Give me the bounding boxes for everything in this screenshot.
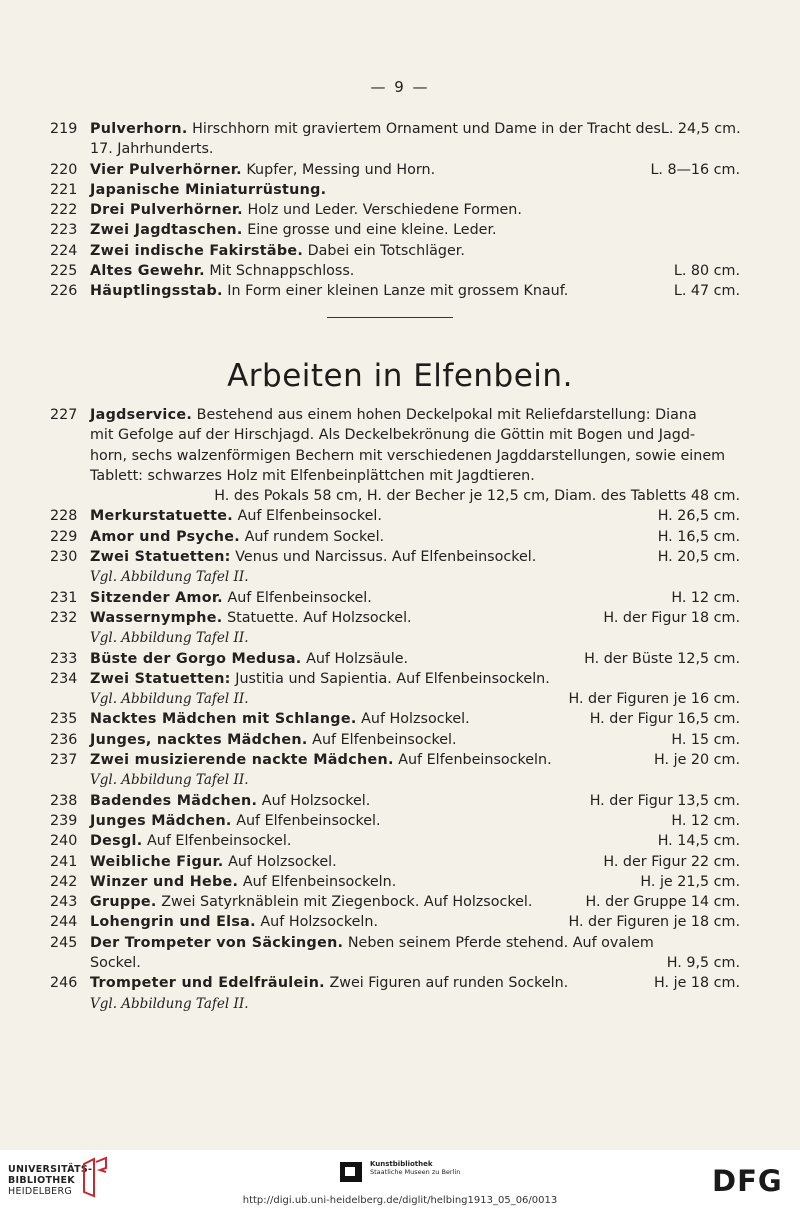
entry-heading xyxy=(90,241,465,261)
entry-heading xyxy=(90,669,550,689)
entry-title: Altes Gewehr. xyxy=(90,263,205,280)
entry-description: Auf Elfenbeinsockeln. xyxy=(242,873,397,890)
entry-line xyxy=(90,119,741,139)
entry-number: 219 xyxy=(50,121,78,137)
logo-text: HEIDELBERG xyxy=(8,1186,73,1197)
entry-title: Sitzender Amor. xyxy=(90,589,223,606)
catalog-entry xyxy=(50,200,740,220)
entry-number: 238 xyxy=(50,792,78,809)
dfg-logo[interactable]: DFG xyxy=(712,1164,783,1198)
entry-text xyxy=(90,892,740,912)
entry-line xyxy=(90,892,740,912)
plate-reference: Vgl. Abbildung Tafel II. xyxy=(90,772,249,789)
entry-line xyxy=(90,261,740,281)
catalog-entry xyxy=(50,750,740,791)
catalog-entry xyxy=(50,730,740,750)
entry-number: 231 xyxy=(50,589,78,606)
entry-measurement: H. der Figur 22 cm. xyxy=(603,853,740,870)
entry-title: Pulverhorn. xyxy=(90,121,188,137)
entry-description: Statuette. Auf Holzsockel. xyxy=(227,609,412,626)
entry-line xyxy=(90,872,740,892)
entry-title: Nacktes Mädchen mit Schlange. xyxy=(90,711,357,728)
entry-description: Bestehend aus einem hohen Deckelpokal mit Reliefdarstellung: Diana xyxy=(196,407,697,423)
entry-description: Zwei Satyrknäblein mit Ziegenbock. Auf Holzsockel. xyxy=(161,894,533,911)
entry-line xyxy=(90,831,740,851)
entry-line xyxy=(90,139,741,159)
entry-measurement: H. der Figuren je 18 cm. xyxy=(568,914,740,931)
entry-text xyxy=(90,506,740,526)
entry-line xyxy=(90,588,740,608)
entry-description: Auf Elfenbeinsockel. xyxy=(236,812,381,829)
catalog-entry xyxy=(50,281,740,301)
entry-list-arms xyxy=(50,119,740,302)
entry-description: Auf Elfenbeinsockel. xyxy=(227,589,372,606)
entry-text xyxy=(90,791,740,811)
entry-line xyxy=(90,649,740,669)
entry-description: Hirschhorn mit graviertem Ornament und Dame in der Tracht des xyxy=(192,121,661,137)
entry-text xyxy=(90,608,740,649)
entry-title: Junges, nacktes Mädchen. xyxy=(90,731,308,748)
entry-heading xyxy=(90,119,661,139)
entry-measurement: H. 20,5 cm. xyxy=(657,549,740,566)
entry-description: Auf Holzsockeln. xyxy=(260,914,378,931)
entry-line xyxy=(90,730,740,750)
logo-text: UNIVERSITÄTS- xyxy=(8,1164,93,1175)
entry-heading xyxy=(90,261,354,281)
catalog-entry xyxy=(50,649,740,669)
entry-line xyxy=(90,547,740,567)
entry-heading xyxy=(90,831,291,851)
entry-list-ivory xyxy=(50,405,740,1014)
entry-measurement: H. der Büste 12,5 cm. xyxy=(584,650,740,667)
entry-heading xyxy=(90,527,384,547)
entry-line xyxy=(90,689,740,709)
entry-number: 226 xyxy=(50,283,78,300)
entry-title: Wassernymphe. xyxy=(90,609,223,626)
entry-line xyxy=(90,933,740,953)
entry-title: Zwei Jagdtaschen. xyxy=(90,222,243,239)
entry-number: 232 xyxy=(50,609,78,626)
entry-line xyxy=(90,628,740,648)
entry-description-line: horn, sechs walzenförmigen Bechern mit verschiedenen Jagddarstellungen, sowie einem xyxy=(90,447,726,464)
entry-description: Kupfer, Messing und Horn. xyxy=(246,161,436,178)
plate-reference: Vgl. Abbildung Tafel II. xyxy=(90,691,249,708)
entry-number: 239 xyxy=(50,812,78,829)
entry-line xyxy=(90,241,740,261)
entry-text xyxy=(90,750,740,791)
entry-measurement: H. 9,5 cm. xyxy=(666,955,740,972)
entry-number: 240 xyxy=(50,833,78,850)
entry-title: Amor und Psyche. xyxy=(90,528,241,545)
entry-heading xyxy=(90,709,470,729)
entry-line xyxy=(90,160,740,180)
entry-text xyxy=(90,933,740,974)
entry-title: Gruppe. xyxy=(90,894,157,911)
entry-description: Auf Holzsockel. xyxy=(228,853,337,870)
entry-heading xyxy=(90,220,497,240)
entry-heading xyxy=(90,791,370,811)
entry-description: Neben seinem Pferde stehend. Auf ovalem xyxy=(347,934,654,951)
entry-heading xyxy=(90,892,532,912)
entry-title: Japanische Miniaturrüstung. xyxy=(90,181,327,198)
entry-description: Eine grosse und eine kleine. Leder. xyxy=(247,222,497,239)
entry-text xyxy=(90,547,740,588)
entry-title: Vier Pulverhörner. xyxy=(90,161,242,178)
entry-number: 222 xyxy=(50,202,78,219)
catalog-entry xyxy=(50,588,740,608)
entry-text xyxy=(90,973,740,1014)
entry-line xyxy=(90,912,740,932)
entry-text xyxy=(90,669,740,710)
entry-text xyxy=(90,180,740,200)
entry-title: Drei Pulverhörner. xyxy=(90,202,243,219)
entry-title: Merkurstatuette. xyxy=(90,508,234,525)
plate-reference: Vgl. Abbildung Tafel II. xyxy=(90,995,249,1012)
entry-description: Auf Holzsockel. xyxy=(361,711,470,728)
entry-line xyxy=(90,527,740,547)
entry-line xyxy=(90,791,740,811)
entry-line xyxy=(90,709,740,729)
entry-description: Auf Elfenbeinsockel. xyxy=(147,833,292,850)
entry-title: Junges Mädchen. xyxy=(90,812,232,829)
entry-measurement: H. der Figur 13,5 cm. xyxy=(589,792,740,809)
entry-title: Büste der Gorgo Medusa. xyxy=(90,650,302,667)
entry-number: 237 xyxy=(50,752,78,769)
entry-title: Zwei Statuetten: xyxy=(90,549,231,566)
entry-number: 225 xyxy=(50,263,78,280)
entry-text xyxy=(90,811,740,831)
entry-line xyxy=(90,750,740,770)
catalog-entry xyxy=(50,669,740,710)
entry-line xyxy=(90,770,740,790)
plate-reference: Vgl. Abbildung Tafel II. xyxy=(90,630,249,647)
catalog-entry xyxy=(50,933,740,974)
catalog-entry xyxy=(50,547,740,588)
entry-heading xyxy=(90,973,568,993)
catalog-entry xyxy=(50,872,740,892)
entry-measurement: H. je 20 cm. xyxy=(654,752,740,769)
entry-title: Der Trompeter von Säckingen. xyxy=(90,934,344,951)
entry-title: Winzer und Hebe. xyxy=(90,873,239,890)
catalog-entry xyxy=(50,892,740,912)
entry-measurement: H. der Figur 18 cm. xyxy=(603,609,740,626)
entry-line xyxy=(90,669,740,689)
catalog-entry xyxy=(50,180,740,200)
logo-text: Kunstbibliothek xyxy=(370,1160,433,1168)
entry-heading xyxy=(90,912,378,932)
entry-text xyxy=(90,281,740,301)
entry-description: Auf Holzsockel. xyxy=(261,792,371,809)
entry-description: Dabei ein Totschläger. xyxy=(307,242,465,259)
entry-line xyxy=(90,852,740,872)
entry-number: 221 xyxy=(50,181,78,198)
page-number: — 9 — xyxy=(370,78,430,96)
catalog-entry xyxy=(50,973,740,1014)
entry-line xyxy=(90,200,740,220)
entry-line xyxy=(90,220,740,240)
entry-description-line: Sockel. xyxy=(90,955,141,972)
permalink-url[interactable]: http://digi.ub.uni-heidelberg.de/diglit/helbing1913_05_06/0013 xyxy=(242,1195,558,1206)
entry-measurement: H. je 18 cm. xyxy=(654,975,740,992)
entry-number: 245 xyxy=(50,934,78,951)
kunstbibliothek-logo-icon xyxy=(340,1162,362,1182)
university-emblem-icon xyxy=(80,1156,110,1200)
catalog-entry xyxy=(50,831,740,851)
entry-title: Weibliche Figur. xyxy=(90,853,224,870)
entry-description: Zwei Figuren auf runden Sockeln. xyxy=(329,975,569,992)
entry-text xyxy=(90,872,740,892)
entry-measurement: H. 16,5 cm. xyxy=(657,528,740,545)
entry-line xyxy=(90,994,740,1014)
entry-number: 228 xyxy=(50,508,78,525)
entry-number: 224 xyxy=(50,242,78,259)
entry-description-line: mit Gefolge auf der Hirschjagd. Als Deckelbekrönung die Göttin mit Bogen und Jagd- xyxy=(90,427,696,444)
entry-description: Auf Elfenbeinsockel. xyxy=(312,731,457,748)
entry-measurement: H. 12 cm. xyxy=(671,589,740,606)
entry-text xyxy=(90,730,740,750)
catalog-entry xyxy=(50,220,740,240)
catalog-entry xyxy=(50,811,740,831)
entry-number: 246 xyxy=(50,975,78,992)
entry-line xyxy=(90,953,740,973)
entry-measurement: H. 15 cm. xyxy=(671,731,740,748)
catalog-entry xyxy=(50,506,740,526)
entry-heading xyxy=(90,588,372,608)
entry-description: Auf Elfenbeinsockeln. xyxy=(398,752,552,769)
entry-text xyxy=(90,709,740,729)
section-divider xyxy=(327,317,453,318)
section-title: Arbeiten in Elfenbein. xyxy=(227,358,573,394)
entry-line xyxy=(90,281,740,301)
catalog-entry xyxy=(50,709,740,729)
entry-title: Häuptlingsstab. xyxy=(90,283,223,300)
entry-text xyxy=(90,649,740,669)
catalog-entry xyxy=(50,527,740,547)
entry-description: Mit Schnappschloss. xyxy=(209,263,355,280)
entry-number: 233 xyxy=(50,650,78,667)
entry-measurement: H. des Pokals 58 cm, H. der Becher je 12,5 cm, Diam. des Tabletts 48 cm. xyxy=(214,488,740,505)
catalog-entry xyxy=(50,160,740,180)
entry-description: Justitia und Sapientia. Auf Elfenbeinsockeln. xyxy=(235,670,550,687)
entry-text xyxy=(90,119,741,160)
entry-heading xyxy=(90,160,435,180)
entry-measurement: L. 80 cm. xyxy=(673,263,740,280)
entry-number: 244 xyxy=(50,914,78,931)
entry-heading xyxy=(90,852,337,872)
entry-heading xyxy=(90,649,408,669)
kunstbibliothek-logo[interactable] xyxy=(370,1160,460,1176)
catalog-entry xyxy=(50,119,740,160)
entry-line xyxy=(90,506,740,526)
entry-number: 229 xyxy=(50,528,78,545)
entry-title: Jagdservice. xyxy=(90,407,193,423)
entry-measurement: H. der Figur 16,5 cm. xyxy=(589,711,740,728)
catalog-entry xyxy=(50,405,740,506)
catalog-entry xyxy=(50,852,740,872)
entry-heading xyxy=(90,811,381,831)
entry-heading xyxy=(90,608,412,628)
entry-number: 243 xyxy=(50,894,78,911)
entry-text xyxy=(90,200,740,220)
entry-heading xyxy=(90,180,326,200)
entry-description-line: Tablett: schwarzes Holz mit Elfenbeinplättchen mit Jagdtieren. xyxy=(90,467,535,484)
entry-text xyxy=(90,527,740,547)
entry-title: Zwei indische Fakirstäbe. xyxy=(90,242,304,259)
entry-text xyxy=(90,852,740,872)
entry-number: 235 xyxy=(50,711,78,728)
entry-text xyxy=(90,220,740,240)
entry-title: Desgl. xyxy=(90,833,143,850)
catalog-entry xyxy=(50,791,740,811)
entry-text xyxy=(90,831,740,851)
plate-reference: Vgl. Abbildung Tafel II. xyxy=(90,569,249,586)
entry-measurement: H. 26,5 cm. xyxy=(657,508,740,525)
entry-line xyxy=(90,180,740,200)
entry-text xyxy=(90,912,740,932)
entry-text xyxy=(90,241,740,261)
logo-text: Staatliche Museen zu Berlin xyxy=(370,1168,461,1176)
digitization-footer xyxy=(0,1150,800,1209)
entry-number: 234 xyxy=(50,670,78,687)
entry-measurement: L. 24,5 cm. xyxy=(660,121,741,137)
catalog-entry xyxy=(50,608,740,649)
entry-line xyxy=(90,567,740,587)
entry-measurement: H. der Figuren je 16 cm. xyxy=(568,691,740,708)
entry-text xyxy=(90,261,740,281)
entry-description: Holz und Leder. Verschiedene Formen. xyxy=(247,202,522,219)
entry-description: Auf Elfenbeinsockel. xyxy=(237,508,382,525)
entry-number: 227 xyxy=(50,407,78,423)
entry-title: Zwei Statuetten: xyxy=(90,670,231,687)
entry-heading xyxy=(90,750,552,770)
entry-description: Auf Holzsäule. xyxy=(306,650,409,667)
entry-number: 223 xyxy=(50,222,78,239)
catalog-entry xyxy=(50,241,740,261)
entry-measurement: H. 12 cm. xyxy=(671,812,740,829)
entry-heading xyxy=(90,872,396,892)
entry-heading xyxy=(90,547,536,567)
entry-title: Badendes Mädchen. xyxy=(90,792,258,809)
entry-text xyxy=(90,588,740,608)
entry-measurement: L. 47 cm. xyxy=(673,283,740,300)
entry-title: Zwei musizierende nackte Mädchen. xyxy=(90,752,394,769)
entry-text xyxy=(90,160,740,180)
entry-number: 236 xyxy=(50,731,78,748)
entry-line xyxy=(90,973,740,993)
entry-measurement: H. 14,5 cm. xyxy=(657,833,740,850)
entry-measurement: L. 8—16 cm. xyxy=(650,161,740,178)
entry-number: 230 xyxy=(50,549,78,566)
entry-measurement: H. je 21,5 cm. xyxy=(640,873,740,890)
entry-description: Venus und Narcissus. Auf Elfenbeinsockel. xyxy=(235,549,537,566)
logo-text: BIBLIOTHEK xyxy=(8,1175,75,1186)
entry-title: Trompeter und Edelfräulein. xyxy=(90,975,325,992)
entry-title: Lohengrin und Elsa. xyxy=(90,914,256,931)
entry-number: 242 xyxy=(50,873,78,890)
catalog-entry xyxy=(50,261,740,281)
catalog-entry xyxy=(50,912,740,932)
entry-heading xyxy=(90,933,654,953)
entry-measurement: H. der Gruppe 14 cm. xyxy=(585,894,740,911)
entry-description-line: 17. Jahrhunderts. xyxy=(90,141,214,158)
entry-description: In Form einer kleinen Lanze mit grossem Knauf. xyxy=(227,283,569,300)
entry-line xyxy=(90,811,740,831)
entry-line xyxy=(90,608,740,628)
entry-heading xyxy=(90,730,457,750)
entry-number: 241 xyxy=(50,853,78,870)
entry-heading xyxy=(90,200,522,220)
entry-number: 220 xyxy=(50,161,78,178)
entry-heading xyxy=(90,506,382,526)
entry-description: Auf rundem Sockel. xyxy=(244,528,385,545)
entry-heading xyxy=(90,281,568,301)
